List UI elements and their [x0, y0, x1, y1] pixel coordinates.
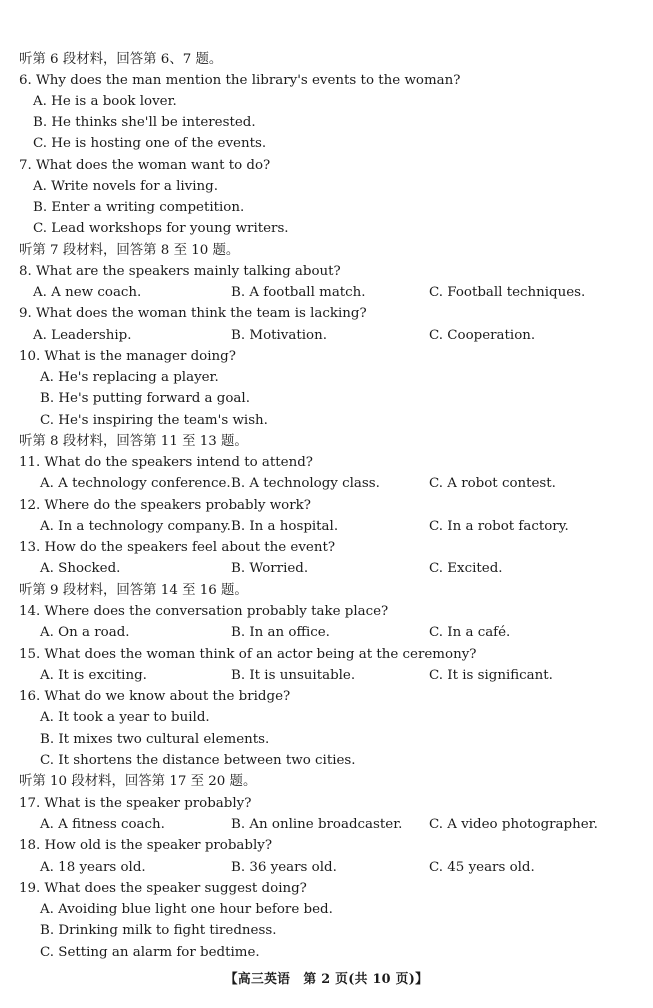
question-stem — [0, 452, 653, 473]
question-option — [0, 197, 653, 218]
option-c: C. Setting an alarm for bedtime. — [40, 945, 260, 960]
question-option — [0, 112, 653, 133]
option-c: C. In a robot factory. — [429, 519, 569, 534]
option-a: A. It took a year to build. — [40, 710, 210, 725]
question-text: 18. How old is the speaker probably? — [19, 838, 273, 853]
option-c: C. 45 years old. — [429, 860, 535, 875]
question-stem — [0, 644, 653, 665]
option-b: B. Worried. — [231, 561, 309, 576]
section-header — [0, 580, 653, 601]
question-stem — [0, 793, 653, 814]
question-text: 11. What do the speakers intend to attend? — [19, 455, 313, 470]
question-stem — [0, 537, 653, 558]
section-header-text: 听第 6 段材料，回答第 6、7 题。 — [19, 52, 223, 67]
question-option — [0, 218, 653, 239]
option-b: B. Drinking milk to fight tiredness. — [40, 923, 277, 938]
question-option — [0, 729, 653, 750]
question-options-row — [0, 814, 653, 835]
question-options-row — [0, 325, 653, 346]
question-option — [0, 388, 653, 409]
question-option — [0, 176, 653, 197]
option-a: A. A fitness coach. — [40, 817, 165, 832]
option-a: A. On a road. — [40, 625, 130, 640]
question-options-row — [0, 857, 653, 878]
option-b: B. It is unsuitable. — [231, 668, 356, 683]
question-option — [0, 707, 653, 728]
question-stem — [0, 70, 653, 91]
option-b: B. In a hospital. — [231, 519, 339, 534]
question-stem — [0, 835, 653, 856]
option-b: B. It mixes two cultural elements. — [40, 732, 270, 747]
option-b: B. An online broadcaster. — [231, 817, 403, 832]
question-option — [0, 899, 653, 920]
option-a: A. In a technology company. — [40, 519, 231, 534]
question-option — [0, 367, 653, 388]
option-a: A. A technology conference. — [40, 476, 231, 491]
section-header — [0, 240, 653, 261]
option-a: A. A new coach. — [33, 285, 142, 300]
option-a: A. He's replacing a player. — [40, 370, 219, 385]
question-option — [0, 920, 653, 941]
option-a: A. It is exciting. — [40, 668, 147, 683]
option-b: B. He thinks she'll be interested. — [33, 115, 256, 130]
question-stem — [0, 601, 653, 622]
question-text: 17. What is the speaker probably? — [19, 796, 252, 811]
option-b: B. 36 years old. — [231, 860, 337, 875]
option-c: C. He's inspiring the team's wish. — [40, 413, 268, 428]
section-header — [0, 49, 653, 70]
question-option — [0, 410, 653, 431]
section-header — [0, 431, 653, 452]
question-stem — [0, 878, 653, 899]
option-c: C. A video photographer. — [429, 817, 598, 832]
option-c: C. Football techniques. — [429, 285, 586, 300]
option-c: C. In a café. — [429, 625, 511, 640]
question-stem — [0, 346, 653, 367]
question-option — [0, 750, 653, 771]
option-c: C. It shortens the distance between two cities. — [40, 753, 356, 768]
question-options-row — [0, 622, 653, 643]
option-b: B. A technology class. — [231, 476, 380, 491]
question-text: 13. How do the speakers feel about the event? — [19, 540, 336, 555]
option-b: B. In an office. — [231, 625, 330, 640]
option-a: A. He is a book lover. — [33, 94, 177, 109]
question-options-row — [0, 558, 653, 579]
question-text: 9. What does the woman think the team is lacking? — [19, 306, 367, 321]
option-c: C. He is hosting one of the events. — [33, 136, 267, 151]
option-c: C. Cooperation. — [429, 328, 536, 343]
question-options-row — [0, 516, 653, 537]
question-stem — [0, 261, 653, 282]
question-stem — [0, 303, 653, 324]
section-header-text: 听第 10 段材料，回答第 17 至 20 题。 — [19, 774, 257, 789]
question-text: 16. What do we know about the bridge? — [19, 689, 291, 704]
option-c: C. Lead workshops for young writers. — [33, 221, 289, 236]
option-c: C. A robot contest. — [429, 476, 556, 491]
question-text: 14. Where does the conversation probably take place? — [19, 604, 389, 619]
option-a: A. Write novels for a living. — [33, 179, 218, 194]
option-a: A. Avoiding blue light one hour before bed. — [40, 902, 333, 917]
option-b: B. Motivation. — [231, 328, 327, 343]
section-header — [0, 771, 653, 792]
section-header-text: 听第 7 段材料，回答第 8 至 10 题。 — [19, 243, 240, 258]
question-stem — [0, 686, 653, 707]
question-options-row — [0, 282, 653, 303]
question-text: 8. What are the speakers mainly talking about? — [19, 264, 341, 279]
option-a: A. Leadership. — [33, 328, 132, 343]
option-b: B. A football match. — [231, 285, 366, 300]
question-stem — [0, 495, 653, 516]
question-text: 10. What is the manager doing? — [19, 349, 236, 364]
option-c: C. Excited. — [429, 561, 503, 576]
option-c: C. It is significant. — [429, 668, 553, 683]
section-header-text: 听第 9 段材料，回答第 14 至 16 题。 — [19, 583, 248, 598]
question-text: 12. Where do the speakers probably work? — [19, 498, 311, 513]
question-options-row — [0, 665, 653, 686]
question-option — [0, 942, 653, 963]
option-b: B. He's putting forward a goal. — [40, 391, 250, 406]
option-a: A. 18 years old. — [40, 860, 146, 875]
page-footer: 【高三英语 第 2 页(共 10 页)】 — [224, 972, 429, 987]
question-text: 7. What does the woman want to do? — [19, 158, 271, 173]
question-text: 19. What does the speaker suggest doing? — [19, 881, 307, 896]
question-option — [0, 91, 653, 112]
option-b: B. Enter a writing competition. — [33, 200, 245, 215]
question-text: 15. What does the woman think of an actor being at the ceremony? — [19, 647, 477, 662]
question-option — [0, 133, 653, 154]
section-header-text: 听第 8 段材料，回答第 11 至 13 题。 — [19, 434, 248, 449]
question-stem — [0, 155, 653, 176]
option-a: A. Shocked. — [40, 561, 121, 576]
question-text: 6. Why does the man mention the library's events to the woman? — [19, 73, 461, 88]
question-options-row — [0, 473, 653, 494]
